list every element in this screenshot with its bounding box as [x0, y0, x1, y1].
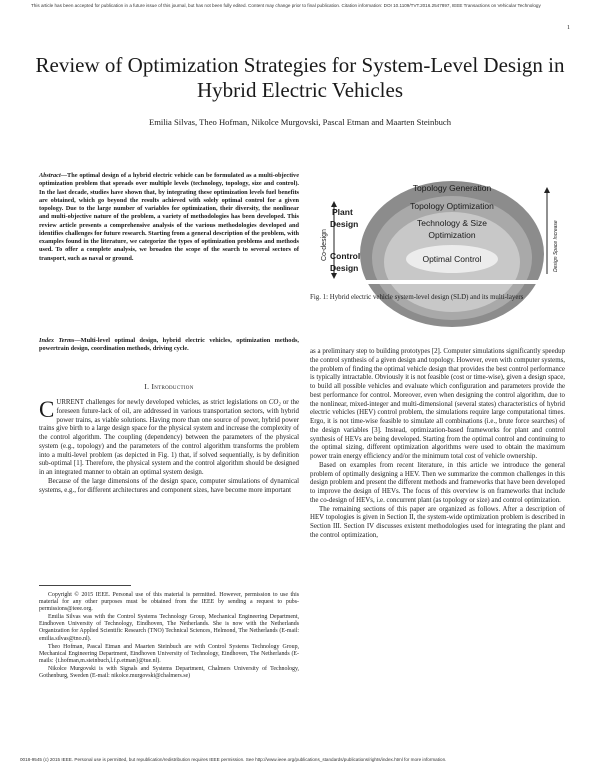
label-plant: Plant [332, 207, 353, 217]
author-list: Emilia Silvas, Theo Hofman, Nikolce Murgovski, Pascal Etman and Maarten Steinbuch [148, 117, 452, 127]
section-number: I. [144, 382, 150, 391]
footnote-copyright: Copyright © 2015 IEEE. Personal use of this material is permitted. However, permission to use this material for any other purposes must be obtained from the IEEE by sending a request to pubs-permissions@ieee.org. [39, 592, 299, 613]
intro-paragraph-2: Because of the large dimensions of the design space, computer simulations of dynamical systems, e.g., for different architectures and component sizes, have become more important [39, 477, 299, 494]
label-codesign: Co-design [321, 229, 328, 261]
abstract-text: The optimal design of a hybrid electric vehicle can be formulated as a multi-objective optimization problem that spreads over multiple levels (technology, topology, size and control). In the last decade, studies have shown that, by integrating these optimization levels fuel benefits are obtained, which go beyond the results achieved with solely optimal control for a given topology. Due to the large number of variables for optimization, their diversity, the nonlinear and multi-objective nature of the problem, a variety of methodologies has been developed. This review article presents a comprehensive analysis of the various methodologies developed and identifies challenges for future research. Starting from a general description of the problem, with examples found in the literature, we categorize the types of optimization problems and methods used. To offer a complete analysis, we broaden the scope of the search to several sectors of transport, such as naval or ground. [39, 172, 299, 262]
abstract-label: Abstract [39, 172, 61, 179]
label-control: Control [330, 251, 361, 261]
page-footer: 0018-9545 (c) 2015 IEEE. Personal use is permitted, but republication/redistribution requires IEEE permission. See http://www.ieee.org/publications_standards/publications/rights/index.html for more information. [20, 757, 447, 762]
right-paragraph-2: Based on examples from recent literature, in this article we introduce the general problem of optimally designing a HEV. Then we summarize the common challenges in this design problem and present the different methods and frameworks that have been developed to improve the design of HEVs. The focus of this overview is on frameworks that include the co-design of HEVs, i.e. concurrent plant (as topology or size) and control optimization. [310, 461, 565, 504]
footnotes [39, 592, 299, 681]
sld-layers-figure [322, 174, 562, 284]
footnote-divider [39, 585, 131, 586]
label-plant-design: Design [330, 219, 359, 229]
label-design-space-increase: Design Space Increase [553, 220, 559, 272]
page-number: 1 [567, 25, 570, 31]
figure-caption: Fig. 1: Hybrid electric vehicle system-level design (SLD) and its multi-layers [310, 294, 524, 301]
intro-paragraph-1 [39, 399, 299, 478]
intro-lead: URRENT challenges for newly developed vehicles, as strict legislations on [56, 399, 269, 406]
label-optimal-control: Optimal Control [422, 254, 482, 264]
publication-notice: This article has been accepted for publication in a future issue of this journal, but has not been fully edited. Content may change prior to final publication. Citation information: DOI 10.1109/TVT.2016.2547897, IEEE Transactions on Vehicular Technology [31, 3, 541, 8]
abstract: Abstract—The optimal design of a hybrid electric vehicle can be formulated as a multi-objective optimization problem that spreads over multiple levels (technology, topology, size and control). In the last decade, studies have shown that, by integrating these optimization levels fuel benefits are obtained, which go beyond the results achieved with solely optimal control for a given topology. Due to the large number of variables for optimization, their diversity, the nonlinear and multi-objective nature of the problem, a variety of methodologies has been developed. This review article presents a comprehensive analysis of the various methodologies developed and identifies challenges for future research. Starting from a general description of the problem, with examples found in the literature, we categorize the types of optimization problems and methods used. To offer a complete analysis, we broaden the scope of the search to several sectors of transport, such as naval or ground. [39, 172, 299, 262]
introduction-body [39, 399, 299, 495]
right-paragraph-1: as a preliminary step to building prototypes [2]. Computer simulations significantly speedup the control synthesis of a given design and topology. However, even with computer systems, the problem of finding the optimal vehicle design that provides the best control performance is typically intractable. Obviously it is not feasible (cost or time-wise), given a design space, to build all possible vehicles and evaluate which configuration and parameters provide the best performance for control. Moreover, even when designing the control algorithm, due to the nonlinear, mixed-integer and multi-dimensional (several states) characteristics of hybrid electric vehicles (HEV) control problem, the simulations require large computational times. Ergo, it is not time-wise feasible to simulate all combinations (i.e., brute force searches) of the design variables [3]. Instead, optimization-based frameworks for plant and control synthesis of HEVs are being developed. Starting from the optimal control and continuing to the optimal sizing, different optimization algorithms were used to obtain the maximum power train energy efficiency and/or the minimum total cost of vehicle ownership. [310, 348, 565, 460]
section-heading [39, 382, 299, 391]
label-topology-generation: Topology Generation [412, 183, 492, 193]
intro-rest: or the foreseen future-lack of oil, are addressed in various transportation sectors, with hybrid power trains, as viable solutions. Having more than one source of power, hybrid power trains give birth to a large design space for the physical system and increase the complexity of the control algorithm. The coupling (dependency) between the parameters of the physical system (e.g., topology) and the parameters of the control algorithm transforms the problem into a multi-level problem (as depicted in Fig. 1) that, if solved sequentially, is by definition sub-optimal [1]. Therefore, the physical system and the control algorithm should be designed in an integrated manner to obtain an optimal system design. [39, 399, 299, 476]
co2-term: CO₂ [268, 399, 281, 406]
paper-title: Review of Optimization Strategies for System-Level Design in Hybrid Electric Vehicles [35, 53, 565, 102]
right-paragraph-3: The remaining sections of this paper are organized as follows. After a description of HEV topologies is given in Section II, the system-wide optimization problem is described in Section III. Section IV discusses existent methodologies used for integrating the plant and the control optimization, [310, 505, 565, 539]
label-tech-size-1: Technology & Size [417, 218, 487, 228]
index-terms: Index Terms—Multi-level optimal design, hybrid electric vehicles, optimization methods, powertrain design, coordination methods, driving cycle. [39, 337, 299, 353]
label-tech-size-2: Optimization [428, 230, 476, 240]
footnote-author-2: Theo Hofman, Pascal Etman and Maarten Steinbuch are with Control Systems Technology Group, Mechanical Engineering Department, Eindhoven University of Technology, Eindhoven, The Netherlands (E-mails: {t.hofman,m.steinbuch,l.f.p.etman}@tue.nl). [39, 643, 299, 664]
index-terms-label: Index Terms [39, 337, 75, 344]
label-topology-optimization: Topology Optimization [410, 201, 494, 211]
footnote-author-3: Nikolce Murgovski is with Signals and Systems Department, Chalmers University of Technology, Gothenburg, Sweden (E-mail: nikolce.murgovski@chalmers.se) [39, 665, 299, 680]
footnote-author-1: Emilia Silvas was with the Control Systems Technology Group, Mechanical Engineering Department, Eindhoven University of Technology, Eindhoven, The Netherlands. She is now with the Netherlands Organization for Applied Scientific Research (TNO) Technical Sciences, Helmond, The Netherlands (E-mail: emilia.silvas@tno.nl). [39, 614, 299, 642]
drop-cap: C [39, 397, 55, 422]
right-column-body [310, 348, 565, 541]
label-control-design: Design [330, 263, 359, 273]
index-terms-text: Multi-level optimal design, hybrid electric vehicles, optimization methods, powertrain design, coordination methods, driving cycle. [39, 337, 299, 353]
section-title: Introduction [151, 382, 194, 391]
